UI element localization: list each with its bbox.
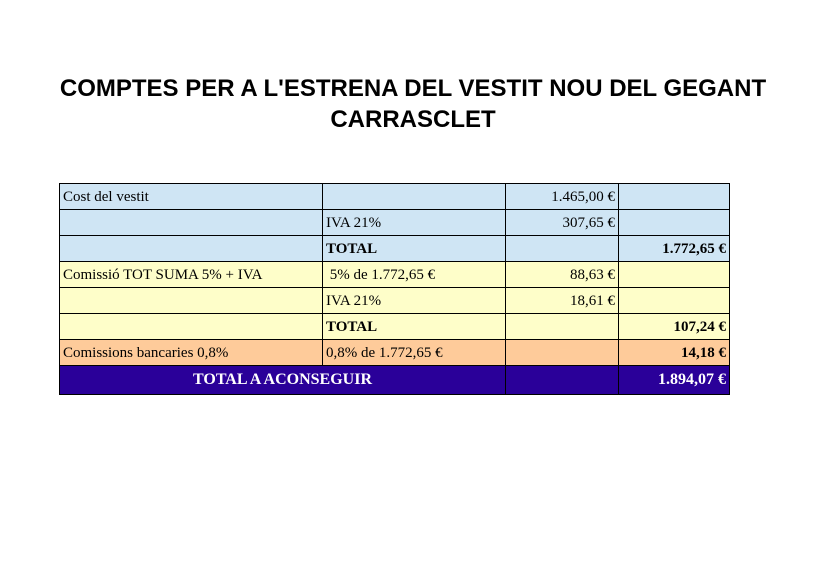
table-row — [60, 340, 730, 366]
cell-detail: 5% de 1.772,65 € — [323, 262, 506, 288]
cell-amount: 18,61 € — [506, 288, 619, 314]
cell-concept — [60, 314, 323, 340]
table-row — [60, 236, 730, 262]
cell-subtotal: 14,18 € — [619, 340, 730, 366]
table-row — [60, 184, 730, 210]
cell-concept: Comissió TOT SUMA 5% + IVA — [60, 262, 323, 288]
cell-subtotal: 1.772,65 € — [619, 236, 730, 262]
cell-amount: 88,63 € — [506, 262, 619, 288]
table-row — [60, 288, 730, 314]
grand-total-row — [60, 366, 730, 395]
cell-amount — [506, 236, 619, 262]
cell-detail: 0,8% de 1.772,65 € — [323, 340, 506, 366]
document-title: COMPTES PER A L'ESTRENA DEL VESTIT NOU DEL GEGANT CARRASCLET — [59, 75, 767, 133]
grand-total-label: TOTAL A ACONSEGUIR — [60, 366, 506, 395]
cell-amount — [506, 314, 619, 340]
table-row — [60, 314, 730, 340]
cell-concept — [60, 236, 323, 262]
cell-concept — [60, 288, 323, 314]
cell-concept: Comissions bancaries 0,8% — [60, 340, 323, 366]
cell-amount: 1.465,00 € — [506, 184, 619, 210]
cell-amount: 307,65 € — [506, 210, 619, 236]
cell-concept — [60, 210, 323, 236]
cell-detail — [323, 184, 506, 210]
cell-detail: TOTAL — [323, 236, 506, 262]
cell-subtotal — [619, 288, 730, 314]
table-row — [60, 210, 730, 236]
cell-subtotal — [619, 184, 730, 210]
cell-detail: IVA 21% — [323, 288, 506, 314]
table-row — [60, 262, 730, 288]
cell-concept: Cost del vestit — [60, 184, 323, 210]
cell-amount — [506, 340, 619, 366]
cell-detail: TOTAL — [323, 314, 506, 340]
cell-subtotal: 107,24 € — [619, 314, 730, 340]
grand-total-empty — [506, 366, 619, 395]
accounts-table — [59, 183, 730, 395]
grand-total-value: 1.894,07 € — [619, 366, 730, 395]
cell-subtotal — [619, 262, 730, 288]
cell-subtotal — [619, 210, 730, 236]
cell-detail: IVA 21% — [323, 210, 506, 236]
